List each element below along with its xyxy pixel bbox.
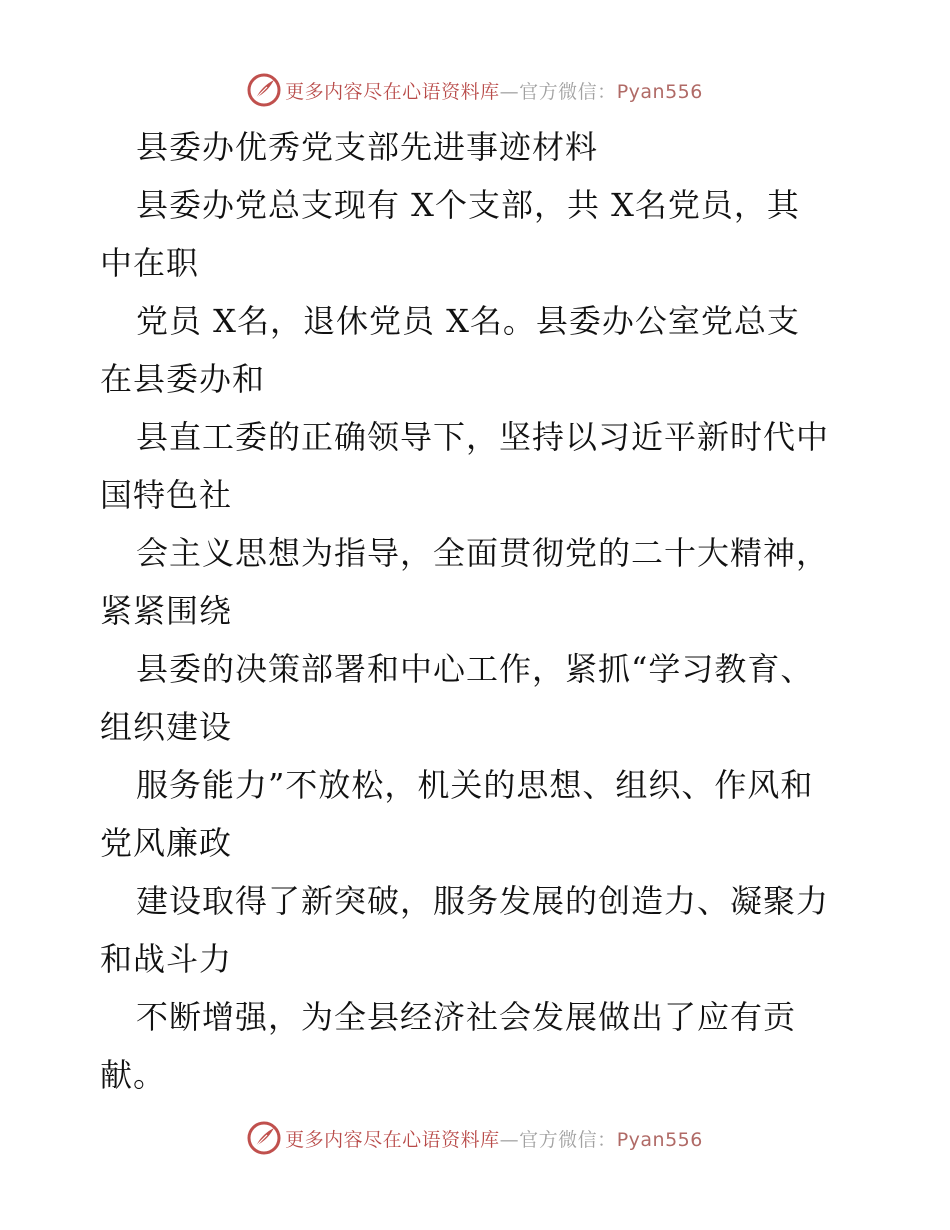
document-title: 县委办优秀党支部先进事迹材料 — [136, 128, 599, 166]
paragraph-line: 献。 — [100, 1056, 167, 1094]
paragraph-line: 在县委办和 — [100, 360, 266, 398]
paragraph-line: 国特色社 — [100, 476, 233, 514]
watermark-wechat-label: 官方微信： — [519, 80, 617, 103]
paragraph-line: 县委办党总支现有 X个支部，共 X名党员，其 — [136, 186, 800, 224]
red-feather-logo-icon — [247, 73, 281, 107]
watermark-wechat-id: Pyan556 — [616, 1128, 703, 1151]
watermark-footer — [0, 1118, 950, 1158]
watermark-site: 更多内容尽在心语资料库 — [285, 1128, 500, 1151]
paragraph-line: 服务能力”不放松，机关的思想、组织、作风和 — [136, 766, 814, 804]
watermark-dash: — — [499, 1128, 520, 1151]
paragraph-line: 建设取得了新突破，服务发展的创造力、凝聚力 — [136, 882, 830, 920]
paragraph-line: 紧紧围绕 — [100, 592, 233, 630]
red-feather-logo-icon — [247, 1121, 281, 1155]
paragraph-line: 和战斗力 — [100, 940, 233, 978]
watermark-site: 更多内容尽在心语资料库 — [285, 80, 500, 103]
watermark-header — [0, 70, 950, 110]
watermark-text — [285, 77, 703, 104]
paragraph-line: 党风廉政 — [100, 824, 233, 862]
paragraph-line: 中在职 — [100, 244, 200, 282]
watermark-wechat-label: 官方微信： — [519, 1128, 617, 1151]
watermark-dash: — — [499, 80, 520, 103]
watermark-text — [285, 1125, 703, 1152]
paragraph-line: 不断增强，为全县经济社会发展做出了应有贡 — [136, 998, 797, 1036]
paragraph-line: 组织建设 — [100, 708, 233, 746]
paragraph-line: 党员 X名，退休党员 X名。县委办公室党总支 — [136, 302, 800, 340]
paragraph-line: 会主义思想为指导，全面贯彻党的二十大精神， — [136, 534, 830, 572]
watermark-wechat-id: Pyan556 — [616, 80, 703, 103]
paragraph-line: 县直工委的正确领导下，坚持以习近平新时代中 — [136, 418, 830, 456]
paragraph-line: 县委的决策部署和中心工作，紧抓“学习教育、 — [136, 650, 814, 688]
document-body — [100, 118, 860, 1104]
